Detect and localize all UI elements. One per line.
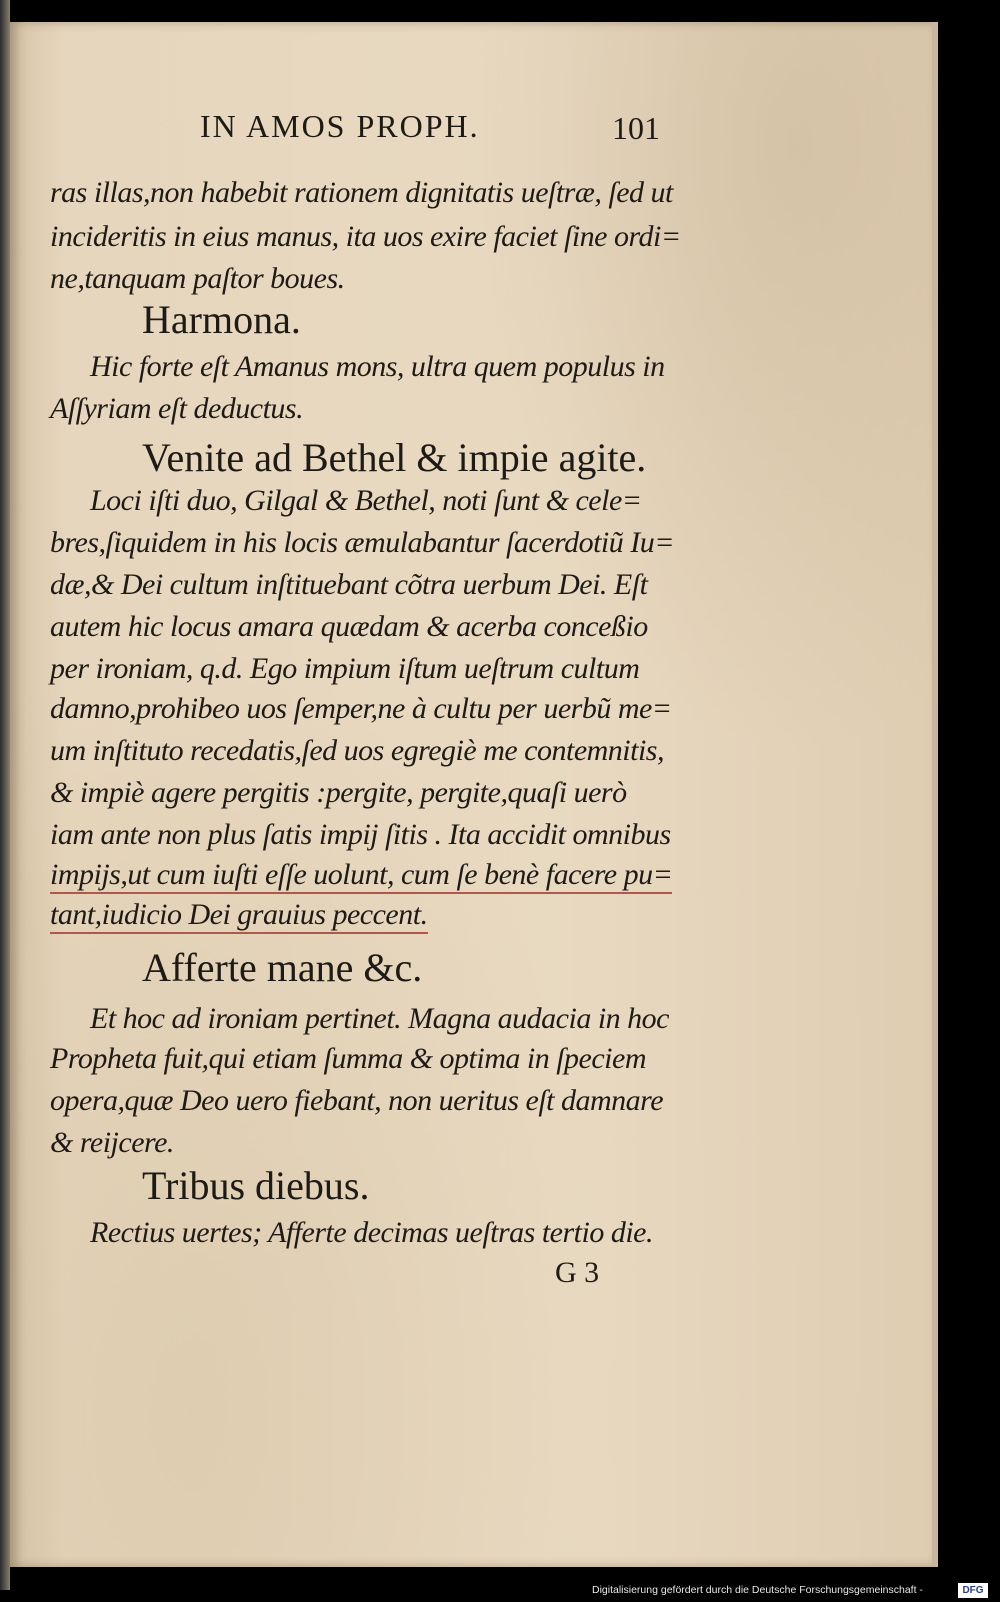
section-heading: Harmona. (142, 297, 301, 342)
dfg-logo: DFG (958, 1583, 988, 1598)
text-line: damno,prohibeo uos ſemper,ne à cultu per uerbũ me= (50, 692, 672, 725)
text-line: ne,tanquam paſtor boues. (50, 262, 345, 295)
text-line: per ironiam, q.d. Ego impium iſtum ueſtrum cultum (50, 652, 640, 685)
text-line: & reijcere. (50, 1126, 174, 1159)
text-line: Loci iſti duo, Gilgal & Bethel, noti ſunt & cele= (90, 484, 642, 517)
text-line: Hic forte eſt Amanus mons, ultra quem populus in (90, 350, 665, 383)
text-line: iam ante non plus ſatis impij ſitis . Ita accidit omnibus (50, 818, 671, 851)
text-line: Propheta fuit,qui etiam ſumma & optima in ſpeciem (50, 1042, 646, 1075)
page-edge (932, 22, 938, 1567)
book-spine-edge (0, 0, 10, 1590)
text-line: & impiè agere pergitis :pergite, pergite,quaſi uerò (50, 776, 627, 809)
text-line: um inſtituto recedatis,ſed uos egregiè me contemnitis, (50, 734, 664, 767)
text-line: Et hoc ad ironiam pertinet. Magna audacia in hoc (90, 1002, 669, 1035)
text-line: dæ,& Dei cultum inſtituebant cõtra uerbum Dei. Eſt (50, 568, 648, 601)
text-line-underlined: impijs,ut cum iuſti eſſe uolunt, cum ſe benè facere pu= (50, 858, 672, 894)
signature-mark: G 3 (555, 1256, 600, 1289)
section-heading: Tribus diebus. (142, 1163, 370, 1208)
section-heading: Afferte mane &c. (142, 945, 423, 990)
footer-credit: Digitalisierung gefördert durch die Deutsche Forschungsgemeinschaft - (592, 1584, 923, 1596)
text-line: opera,quæ Deo uero fiebant, non ueritus eſt damnare (50, 1084, 664, 1117)
text-line: autem hic locus amara quædam & acerba conceßio (50, 610, 648, 643)
text-line: incideritis in eius manus, ita uos exire faciet ſine ordi= (50, 220, 681, 253)
page-number: 101 (612, 110, 660, 146)
text-line: bres,ſiquidem in his locis æmulabantur ſacerdotiũ Iu= (50, 526, 674, 559)
text-line-underlined: tant,iudicio Dei grauius peccent. (50, 898, 428, 934)
section-heading: Venite ad Bethel & impie agite. (142, 435, 647, 480)
text-line: Rectius uertes; Afferte decimas ueſtras tertio die. (90, 1216, 653, 1249)
text-line: ras illas,non habebit rationem dignitatis ueſtræ, ſed ut (50, 176, 673, 209)
text-line: Aſſyriam eſt deductus. (50, 392, 304, 425)
running-head: IN AMOS PROPH. (200, 108, 480, 144)
